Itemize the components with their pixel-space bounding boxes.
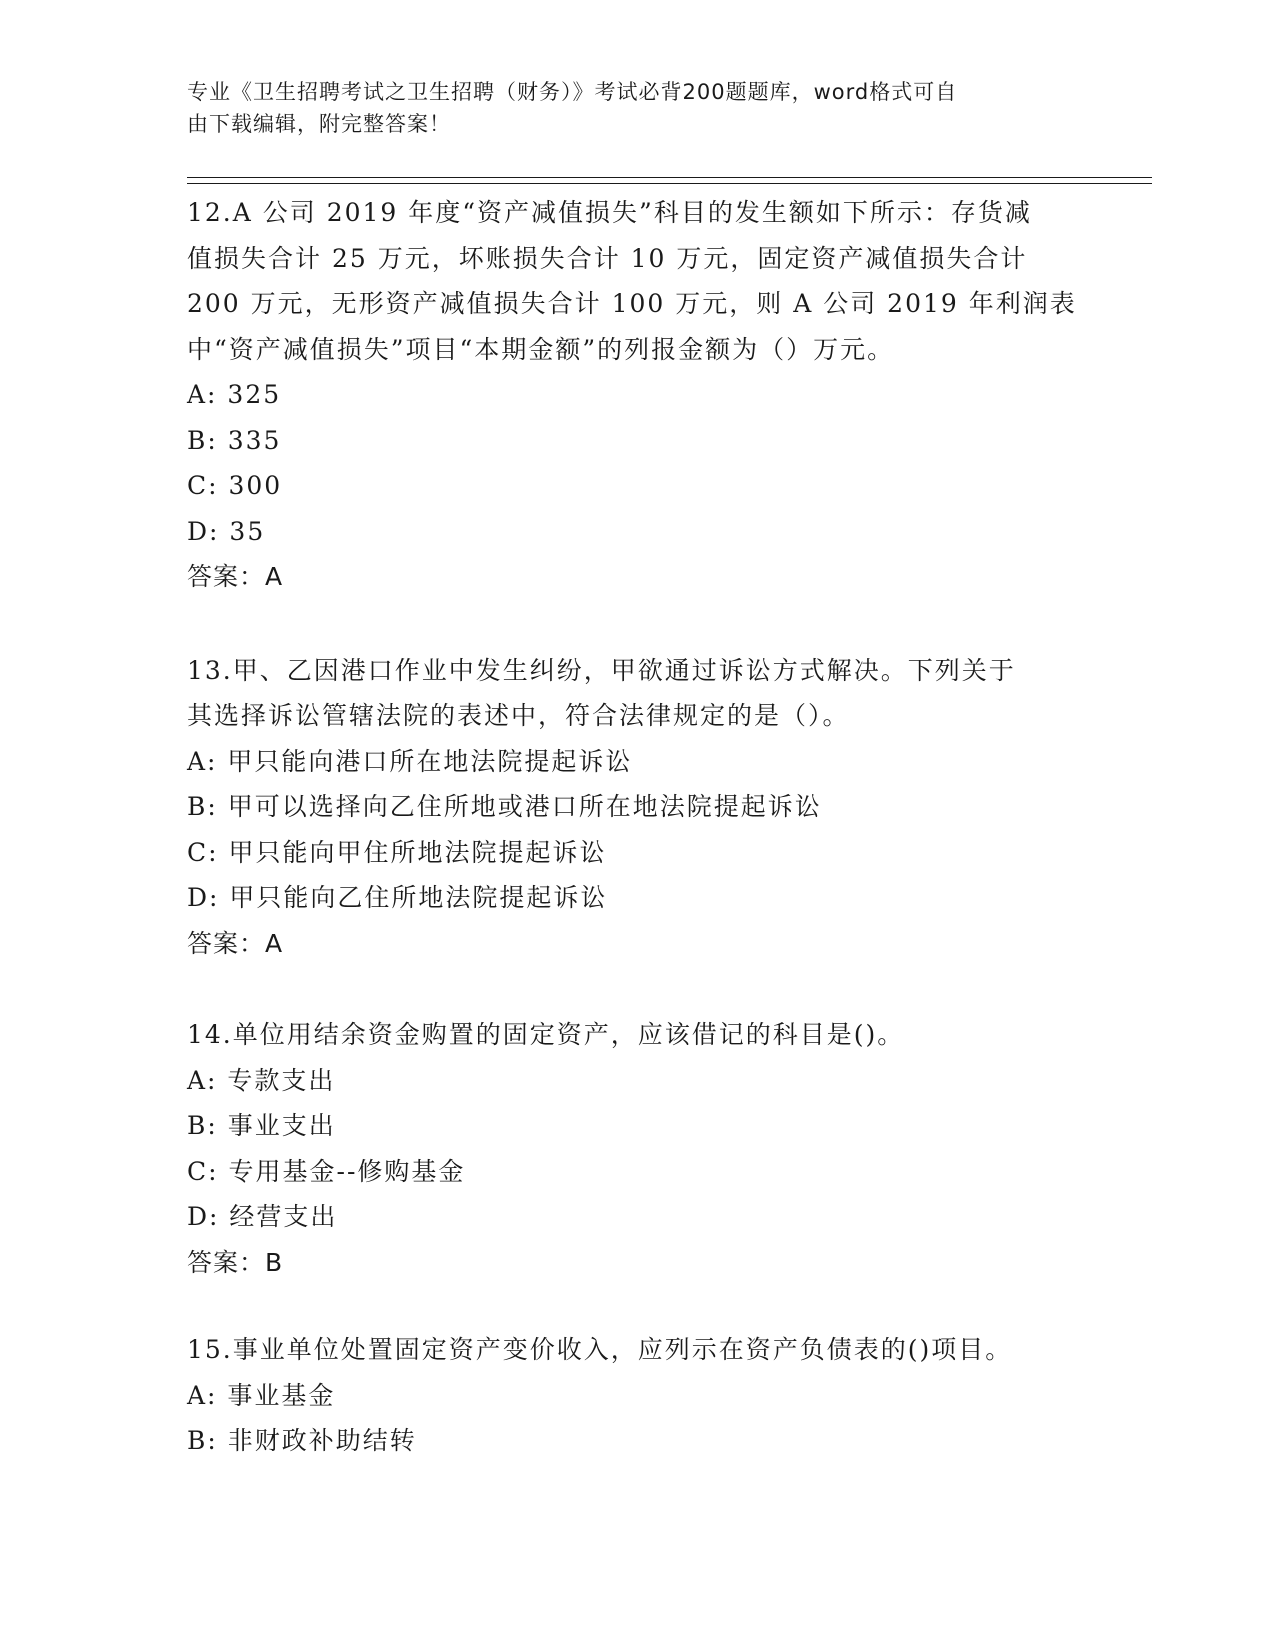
option-b: B: 甲可以选择向乙住所地或港口所在地法院提起诉讼 xyxy=(187,792,822,821)
question-list xyxy=(187,190,1087,1512)
option-b: B: 事业支出 xyxy=(187,1111,336,1140)
header-line-1: 专业《卫生招聘考试之卫生招聘（财务）》考试必背200题题库，word格式可自 xyxy=(187,80,958,104)
option-a: A: 事业基金 xyxy=(187,1380,336,1410)
option-b: B: 非财政补助结转 xyxy=(187,1426,417,1455)
option-a: A: 325 xyxy=(187,380,282,409)
question-stem-line: 200 万元，无形资产减值损失合计 100 万元，则 A 公司 2019 年利润表 xyxy=(187,289,1077,318)
header-line-2: 由下载编辑，附完整答案！ xyxy=(187,112,451,136)
option-d: D: 35 xyxy=(187,516,266,546)
question-stem-line: 12.A 公司 2019 年度“资产减值损失”科目的发生额如下所示：存货减 xyxy=(187,198,1032,227)
option-c: C: 甲只能向甲住所地法院提起诉讼 xyxy=(187,837,607,867)
option-a: A: 专款支出 xyxy=(187,1065,336,1095)
answer-line: 答案：B xyxy=(187,1247,284,1277)
option-d: D: 经营支出 xyxy=(187,1202,338,1231)
question-stem-line: 13.甲、乙因港口作业中发生纠纷，甲欲通过诉讼方式解决。下列关于 xyxy=(187,655,1016,685)
question-stem-line: 中“资产减值损失”项目“本期金额”的列报金额为（）万元。 xyxy=(187,334,895,364)
option-c: C: 300 xyxy=(187,471,283,500)
question-12 xyxy=(187,190,1087,600)
option-a: A: 甲只能向港口所在地法院提起诉讼 xyxy=(187,746,633,776)
header-divider-top xyxy=(187,177,1152,178)
answer-line: 答案：A xyxy=(187,928,284,958)
document-header xyxy=(187,76,1067,140)
option-c: C: 专用基金--修购基金 xyxy=(187,1156,466,1186)
option-d: D: 甲只能向乙住所地法院提起诉讼 xyxy=(187,883,608,912)
answer-line: 答案：A xyxy=(187,562,284,591)
question-stem-line: 其选择诉讼管辖法院的表述中，符合法律规定的是（）。 xyxy=(187,701,850,730)
question-stem-line: 14.单位用结余资金购置的固定资产，应该借记的科目是()。 xyxy=(187,1020,905,1049)
question-stem-line: 15.事业单位处置固定资产变价收入，应列示在资产负债表的()项目。 xyxy=(187,1335,1013,1364)
question-13 xyxy=(187,648,1087,967)
header-divider-bottom xyxy=(187,183,1152,184)
option-b: B: 335 xyxy=(187,425,282,455)
question-14 xyxy=(187,1012,1087,1285)
question-15 xyxy=(187,1327,1087,1464)
question-stem-line: 值损失合计 25 万元，坏账损失合计 10 万元，固定资产减值损失合计 xyxy=(187,243,1028,273)
